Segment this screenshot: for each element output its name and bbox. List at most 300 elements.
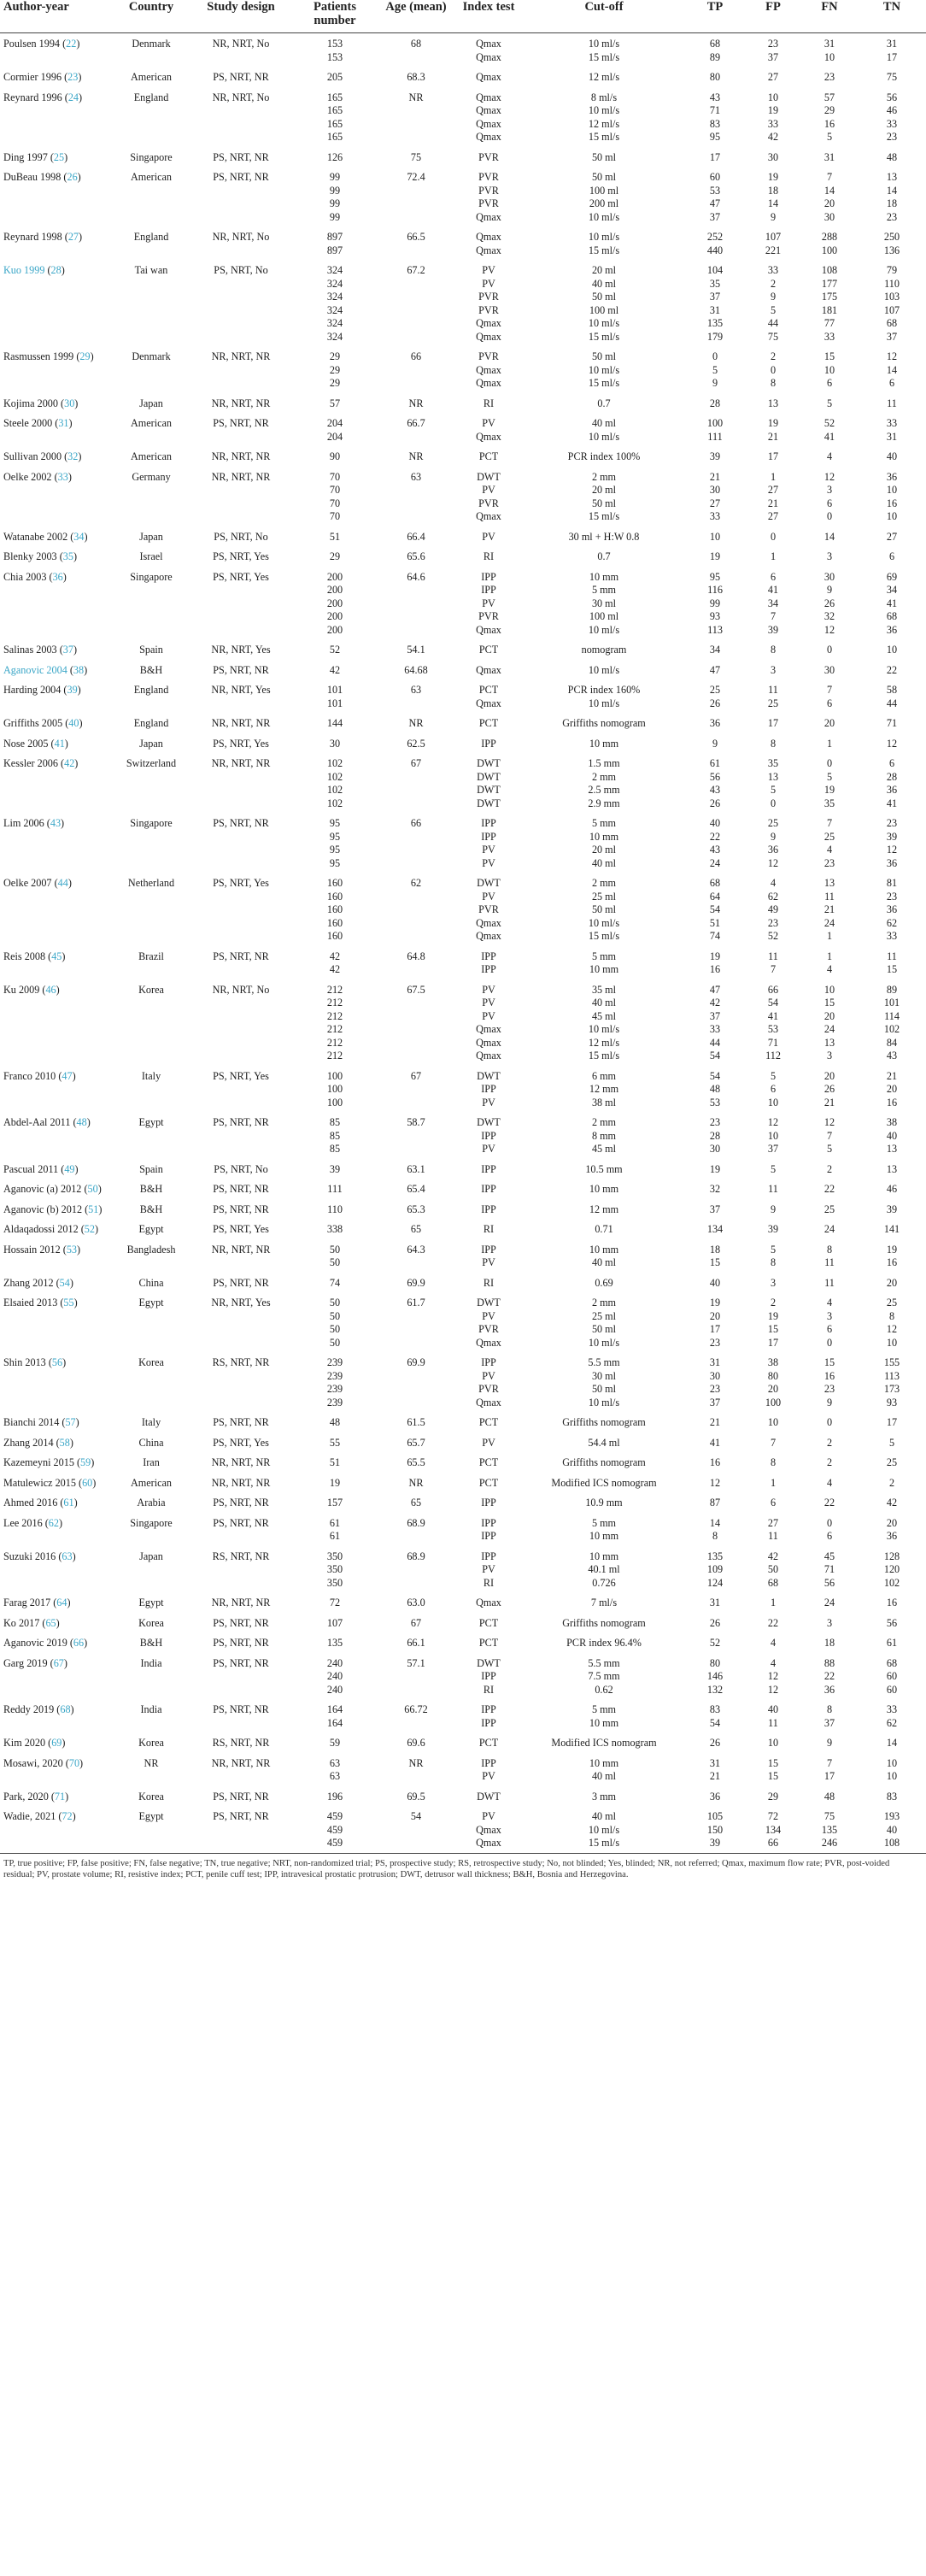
cut-off-value: 50 ml bbox=[591, 1383, 617, 1395]
index-test-cell bbox=[454, 1066, 523, 1113]
index-test-cell bbox=[454, 733, 523, 754]
cut-off-value: Griffiths nomogram bbox=[562, 1416, 646, 1428]
author-year: Harding 2004 bbox=[3, 684, 62, 696]
tn-cell bbox=[858, 1806, 926, 1853]
fn-value: 10 bbox=[823, 983, 835, 996]
patients-number-value: 240 bbox=[326, 1683, 343, 1696]
tn-cell bbox=[858, 167, 926, 226]
author-year-cell: Blenky 2003 (35) bbox=[3, 550, 77, 562]
cut-off-value: 45 ml bbox=[591, 1009, 617, 1022]
table-row bbox=[0, 346, 926, 393]
fp-value: 1 bbox=[770, 1597, 777, 1609]
tp-cell bbox=[685, 1732, 745, 1753]
reference-link[interactable]: 59 bbox=[80, 1456, 91, 1468]
author-year: Aganovic (a) 2012 bbox=[3, 1183, 82, 1195]
reference-link[interactable]: 66 bbox=[73, 1637, 85, 1649]
reference-link[interactable]: 68 bbox=[60, 1703, 71, 1715]
index-test-value: Qmax bbox=[476, 1837, 501, 1849]
tn-value: 18 bbox=[886, 197, 898, 209]
study-design-cell: PS, NRT, NR bbox=[213, 150, 269, 163]
reference-link[interactable]: 26 bbox=[67, 171, 78, 183]
author-year: Aldaqadossi 2012 bbox=[3, 1223, 79, 1235]
tp-value: 43 bbox=[709, 91, 721, 103]
column-header: Age (mean) bbox=[385, 0, 447, 14]
reference-link[interactable]: 23 bbox=[67, 71, 79, 83]
fp-value: 15 bbox=[767, 1756, 779, 1769]
index-test-value: DWT bbox=[477, 1297, 501, 1309]
reference-link[interactable]: 54 bbox=[59, 1276, 70, 1289]
reference-link[interactable]: 44 bbox=[57, 877, 68, 889]
reference-link[interactable]: 60 bbox=[82, 1476, 93, 1489]
reference-link[interactable]: 24 bbox=[67, 91, 79, 103]
fn-value: 11 bbox=[824, 1256, 835, 1268]
author-year: Reynard 1996 bbox=[3, 91, 62, 103]
table-row bbox=[0, 733, 926, 754]
table-row bbox=[0, 1806, 926, 1853]
age-mean-cell: 68.3 bbox=[407, 71, 425, 83]
reference-link[interactable]: 29 bbox=[79, 350, 91, 362]
tp-value: 54 bbox=[709, 1716, 721, 1729]
author-year[interactable]: Aganovic 2004 bbox=[3, 663, 67, 676]
patients-number-cell bbox=[292, 1786, 378, 1807]
author-year: Reis 2008 bbox=[3, 950, 46, 962]
tp-value: 30 bbox=[709, 484, 721, 496]
tn-cell bbox=[858, 813, 926, 873]
patients-number-value: 324 bbox=[326, 291, 343, 303]
study-design-cell: NR, NRT, No bbox=[212, 983, 270, 996]
patients-number-value: 102 bbox=[326, 770, 343, 783]
reference-link[interactable]: 52 bbox=[84, 1223, 95, 1235]
tp-value: 27 bbox=[709, 497, 721, 509]
fp-value: 10 bbox=[767, 1129, 779, 1142]
index-test-value: Qmax bbox=[476, 50, 501, 63]
fp-cell bbox=[745, 873, 801, 946]
fn-value: 7 bbox=[826, 684, 833, 696]
index-test-value: IPP bbox=[481, 950, 496, 962]
tn-value: 6 bbox=[888, 377, 895, 389]
patients-number-value: 39 bbox=[329, 1162, 341, 1175]
study-design-cell: NR, NRT, No bbox=[212, 91, 270, 103]
cut-off-value: 15 ml/s bbox=[588, 930, 620, 942]
study-design-cell: NR, NRT, NR bbox=[211, 717, 271, 729]
tp-cell bbox=[685, 813, 745, 873]
fn-value: 3 bbox=[826, 484, 833, 496]
reference-link[interactable]: 34 bbox=[73, 530, 85, 543]
author-year: Elsaied 2013 bbox=[3, 1297, 58, 1309]
fn-value: 135 bbox=[821, 1823, 838, 1836]
patients-number-value: 200 bbox=[326, 570, 343, 583]
patients-number-value: 350 bbox=[326, 1576, 343, 1589]
cut-off-value: 15 ml/s bbox=[588, 131, 620, 143]
age-mean-cell: 67 bbox=[410, 1069, 422, 1082]
tn-cell bbox=[858, 1159, 926, 1179]
index-test-value: PV bbox=[482, 856, 495, 869]
study-design-cell: PS, NRT, NR bbox=[213, 1416, 269, 1428]
reference-link[interactable]: 57 bbox=[65, 1416, 76, 1428]
reference-link[interactable]: 61 bbox=[63, 1497, 74, 1509]
fp-value: 35 bbox=[767, 757, 779, 769]
age-mean-cell: 69.9 bbox=[407, 1276, 425, 1289]
table-row bbox=[0, 979, 926, 1066]
tp-value: 18 bbox=[709, 1243, 721, 1256]
reference-link[interactable]: 28 bbox=[50, 264, 62, 276]
reference-link[interactable]: 31 bbox=[58, 417, 69, 429]
fp-value: 11 bbox=[768, 1716, 778, 1729]
cut-off-value: 10 mm bbox=[589, 737, 619, 750]
reference-link[interactable]: 47 bbox=[62, 1069, 73, 1082]
fp-value: 54 bbox=[767, 997, 779, 1009]
fp-cell bbox=[745, 87, 801, 147]
cut-off-value: 40 ml bbox=[591, 1256, 617, 1268]
tn-value: 60 bbox=[886, 1683, 898, 1696]
author-year-cell: Bianchi 2014 (57) bbox=[3, 1416, 79, 1428]
age-mean-cell: NR bbox=[408, 1756, 424, 1769]
author-year: Lim 2006 bbox=[3, 817, 44, 829]
cut-off-cell bbox=[523, 813, 685, 873]
fp-value: 23 bbox=[767, 916, 779, 929]
reference-link[interactable]: 38 bbox=[73, 663, 85, 676]
reference-link[interactable]: 55 bbox=[63, 1297, 74, 1309]
tn-value: 5 bbox=[888, 1436, 895, 1449]
author-year-cell: Garg 2019 (67) bbox=[3, 1656, 67, 1669]
fn-value: 3 bbox=[826, 1050, 833, 1062]
tn-value: 173 bbox=[883, 1383, 900, 1395]
tn-cell bbox=[858, 393, 926, 414]
patients-number-cell bbox=[292, 733, 378, 754]
patients-number-value: 57 bbox=[329, 397, 341, 409]
fn-cell bbox=[801, 1292, 858, 1352]
tn-cell bbox=[858, 1473, 926, 1493]
table-row bbox=[0, 639, 926, 660]
reference-link[interactable]: 25 bbox=[53, 150, 65, 163]
author-year[interactable]: Kuo 1999 bbox=[3, 264, 45, 276]
cut-off-cell bbox=[523, 67, 685, 87]
fp-value: 10 bbox=[767, 1416, 779, 1428]
country-cell: Iran bbox=[143, 1456, 160, 1468]
patients-number-cell bbox=[292, 1513, 378, 1546]
fp-value: 8 bbox=[770, 377, 777, 389]
author-year-cell: Cormier 1996 (23) bbox=[3, 71, 82, 83]
tp-value: 83 bbox=[709, 1703, 721, 1715]
patients-number-value: 153 bbox=[326, 50, 343, 63]
patients-number-cell bbox=[292, 1546, 378, 1593]
patients-number-value: 212 bbox=[326, 1023, 343, 1035]
index-test-value: PCT bbox=[478, 1476, 499, 1489]
cut-off-cell bbox=[523, 1412, 685, 1432]
tp-cell bbox=[685, 1412, 745, 1432]
cut-off-cell bbox=[523, 1613, 685, 1633]
tp-cell bbox=[685, 1753, 745, 1786]
fn-value: 181 bbox=[821, 303, 838, 316]
table-row bbox=[0, 526, 926, 547]
tp-value: 14 bbox=[709, 1516, 721, 1529]
patients-number-value: 29 bbox=[329, 350, 341, 362]
patients-number-value: 90 bbox=[329, 450, 341, 462]
index-test-value: RI bbox=[483, 1683, 495, 1696]
index-test-value: Qmax bbox=[476, 91, 501, 103]
cut-off-cell bbox=[523, 1592, 685, 1613]
author-year: Hossain 2012 bbox=[3, 1243, 61, 1256]
patients-number-value: 160 bbox=[326, 877, 343, 889]
study-design-cell: NR, NRT, NR bbox=[211, 1756, 271, 1769]
index-test-value: Qmax bbox=[476, 71, 501, 83]
study-design-cell: RS, NRT, NR bbox=[212, 1356, 270, 1368]
reference-link[interactable]: 65 bbox=[45, 1616, 56, 1629]
fn-value: 33 bbox=[823, 330, 835, 343]
fp-value: 5 bbox=[770, 1243, 777, 1256]
reference-link[interactable]: 45 bbox=[51, 950, 62, 962]
tp-cell bbox=[685, 1066, 745, 1113]
cut-off-cell bbox=[523, 1199, 685, 1220]
fn-cell bbox=[801, 393, 858, 414]
tp-cell bbox=[685, 260, 745, 346]
fn-value: 23 bbox=[823, 71, 835, 83]
cut-off-cell bbox=[523, 467, 685, 526]
reference-link[interactable]: 43 bbox=[50, 817, 62, 829]
reference-link[interactable]: 70 bbox=[68, 1756, 80, 1769]
tn-value: 113 bbox=[884, 1369, 900, 1382]
reference-link[interactable]: 40 bbox=[68, 717, 79, 729]
index-test-cell bbox=[454, 753, 523, 813]
tp-value: 95 bbox=[709, 131, 721, 143]
index-test-cell bbox=[454, 1219, 523, 1239]
cut-off-value: 100 ml bbox=[589, 184, 619, 197]
tp-cell bbox=[685, 526, 745, 547]
fp-value: 13 bbox=[767, 397, 779, 409]
patients-number-value: 240 bbox=[326, 1656, 343, 1669]
reference-link[interactable]: 71 bbox=[54, 1790, 66, 1803]
reference-link[interactable]: 30 bbox=[64, 397, 75, 409]
author-year-cell: Zhang 2014 (58) bbox=[3, 1436, 73, 1449]
author-year-cell: Griffiths 2005 (40) bbox=[3, 717, 83, 729]
cut-off-value: 10 ml/s bbox=[588, 363, 620, 376]
reference-link[interactable]: 51 bbox=[88, 1203, 99, 1215]
table-row bbox=[0, 1513, 926, 1546]
cut-off-value: 5 mm bbox=[591, 950, 617, 962]
cut-off-value: 50 ml bbox=[591, 903, 617, 915]
fn-value: 52 bbox=[823, 417, 835, 429]
tn-value: 16 bbox=[886, 497, 898, 509]
index-test-value: DWT bbox=[477, 1656, 501, 1669]
study-design-cell: NR, NRT, NR bbox=[211, 757, 271, 769]
reference-link[interactable]: 69 bbox=[51, 1737, 62, 1749]
tn-value: 20 bbox=[886, 1516, 898, 1529]
fn-cell bbox=[801, 1473, 858, 1493]
reference-link[interactable]: 41 bbox=[54, 737, 65, 750]
tp-value: 68 bbox=[709, 877, 721, 889]
fn-value: 12 bbox=[823, 623, 835, 636]
cut-off-value: 10 ml/s bbox=[588, 663, 620, 676]
cut-off-value: 10 ml/s bbox=[588, 1023, 620, 1035]
tp-value: 26 bbox=[709, 797, 721, 809]
patients-number-value: 70 bbox=[329, 497, 341, 509]
age-mean-cell: 68.9 bbox=[407, 1516, 425, 1529]
fn-value: 9 bbox=[826, 1737, 833, 1749]
reference-link[interactable]: 42 bbox=[64, 757, 75, 769]
age-mean-cell: 66.72 bbox=[404, 1703, 428, 1715]
reference-link[interactable]: 56 bbox=[51, 1356, 63, 1368]
patients-number-value: 95 bbox=[329, 817, 341, 829]
reference-link[interactable]: 49 bbox=[64, 1162, 75, 1175]
tp-value: 9 bbox=[712, 737, 718, 750]
index-test-value: Qmax bbox=[476, 697, 501, 709]
study-design-cell: PS, NRT, NR bbox=[213, 171, 269, 183]
fp-cell bbox=[745, 979, 801, 1066]
fp-value: 107 bbox=[765, 231, 782, 243]
cut-off-cell bbox=[523, 1239, 685, 1273]
fp-value: 2 bbox=[770, 277, 777, 290]
tn-value: 107 bbox=[883, 303, 900, 316]
cut-off-value: 15 ml/s bbox=[588, 50, 620, 63]
reference-link[interactable]: 50 bbox=[87, 1183, 98, 1195]
fp-cell bbox=[745, 946, 801, 979]
country-cell: Korea bbox=[138, 1737, 164, 1749]
country-cell: Japan bbox=[139, 530, 163, 543]
reference-link[interactable]: 37 bbox=[62, 644, 73, 656]
cut-off-value: 12 ml/s bbox=[588, 1036, 620, 1049]
column-header: Cut-off bbox=[584, 0, 624, 14]
reference-link[interactable]: 35 bbox=[62, 550, 73, 562]
table-row bbox=[0, 1613, 926, 1633]
study-design-cell: PS, NRT, NR bbox=[213, 1183, 269, 1195]
reference-link[interactable]: 62 bbox=[48, 1516, 59, 1529]
index-test-value: PVR bbox=[478, 350, 499, 362]
index-test-value: PVR bbox=[478, 903, 499, 915]
cut-off-value: 35 ml bbox=[591, 983, 617, 996]
fp-value: 0 bbox=[770, 797, 777, 809]
author-year-cell: Reynard 1998 (27) bbox=[3, 231, 83, 243]
fp-value: 11 bbox=[768, 1530, 778, 1542]
cut-off-value: 40.1 ml bbox=[588, 1563, 620, 1575]
cut-off-cell bbox=[523, 567, 685, 640]
fn-value: 10 bbox=[823, 50, 835, 63]
index-test-cell bbox=[454, 67, 523, 87]
patients-number-value: 200 bbox=[326, 597, 343, 609]
study-design-cell: PS, NRT, Yes bbox=[213, 877, 269, 889]
fp-cell bbox=[745, 147, 801, 168]
table-row bbox=[0, 1179, 926, 1199]
tn-cell bbox=[858, 467, 926, 526]
patients-number-value: 240 bbox=[326, 1670, 343, 1682]
table-row bbox=[0, 1412, 926, 1432]
tp-cell bbox=[685, 1513, 745, 1546]
fn-value: 108 bbox=[821, 264, 838, 276]
tp-cell bbox=[685, 1699, 745, 1732]
tn-value: 12 bbox=[886, 737, 898, 750]
fp-cell bbox=[745, 813, 801, 873]
fp-value: 5 bbox=[770, 1162, 777, 1175]
reference-link[interactable]: 39 bbox=[67, 684, 78, 696]
patients-number-cell bbox=[292, 1492, 378, 1513]
study-design-cell: NR, NRT, Yes bbox=[211, 1297, 271, 1309]
tp-value: 52 bbox=[709, 1637, 721, 1649]
reference-link[interactable]: 58 bbox=[59, 1436, 70, 1449]
tn-value: 20 bbox=[886, 1276, 898, 1289]
table-row bbox=[0, 413, 926, 446]
reference-link[interactable]: 63 bbox=[62, 1550, 73, 1562]
author-year: Pascual 2011 bbox=[3, 1162, 59, 1175]
fn-cell bbox=[801, 567, 858, 640]
reference-link[interactable]: 33 bbox=[57, 470, 68, 483]
patients-number-value: 324 bbox=[326, 317, 343, 329]
fp-value: 21 bbox=[767, 430, 779, 443]
tn-value: 89 bbox=[886, 983, 898, 996]
patients-number-value: 29 bbox=[329, 550, 341, 562]
author-year-cell: Lim 2006 (43) bbox=[3, 817, 65, 829]
age-mean-cell: 65.3 bbox=[407, 1203, 425, 1215]
author-year: Cormier 1996 bbox=[3, 71, 62, 83]
author-year-cell: Harding 2004 (39) bbox=[3, 684, 81, 696]
author-year-cell: Reddy 2019 (68) bbox=[3, 1703, 74, 1715]
patients-number-value: 42 bbox=[329, 663, 341, 676]
tp-value: 33 bbox=[709, 1023, 721, 1035]
age-mean-cell: 61.5 bbox=[407, 1416, 425, 1428]
cut-off-value: 5 mm bbox=[591, 584, 617, 596]
cut-off-value: 0.62 bbox=[595, 1683, 613, 1696]
tp-cell bbox=[685, 1452, 745, 1473]
reference-link[interactable]: 53 bbox=[66, 1243, 77, 1256]
index-test-cell bbox=[454, 546, 523, 567]
patients-number-value: 459 bbox=[326, 1837, 343, 1849]
column-header: TP bbox=[706, 0, 724, 14]
tn-value: 58 bbox=[886, 684, 898, 696]
patients-number-value: 70 bbox=[329, 484, 341, 496]
country-cell: Denmark bbox=[132, 350, 171, 362]
tp-value: 74 bbox=[709, 930, 721, 942]
tp-value: 146 bbox=[706, 1670, 724, 1682]
fp-value: 10 bbox=[767, 1096, 779, 1109]
cut-off-cell bbox=[523, 260, 685, 346]
patients-number-value: 212 bbox=[326, 997, 343, 1009]
tp-value: 26 bbox=[709, 1737, 721, 1749]
reference-link[interactable]: 27 bbox=[67, 231, 79, 243]
patients-number-value: 165 bbox=[326, 91, 343, 103]
tn-cell bbox=[858, 1546, 926, 1593]
reference-link[interactable]: 46 bbox=[45, 983, 56, 996]
cut-off-value: 0.726 bbox=[592, 1576, 616, 1589]
index-test-value: PCT bbox=[478, 644, 499, 656]
tn-cell bbox=[858, 1239, 926, 1273]
tp-value: 25 bbox=[709, 684, 721, 696]
reference-link[interactable]: 22 bbox=[66, 38, 77, 50]
tn-cell bbox=[858, 1412, 926, 1432]
tn-value: 10 bbox=[886, 644, 898, 656]
author-year: Kojima 2000 bbox=[3, 397, 58, 409]
reference-link[interactable]: 48 bbox=[76, 1116, 87, 1128]
fp-cell bbox=[745, 1412, 801, 1432]
tp-value: 21 bbox=[709, 470, 721, 483]
author-year-cell: Sullivan 2000 (32) bbox=[3, 450, 82, 462]
fp-value: 11 bbox=[768, 684, 778, 696]
author-year-cell: Park, 2020 (71) bbox=[3, 1790, 69, 1803]
reference-link[interactable]: 72 bbox=[62, 1810, 73, 1822]
fp-value: 27 bbox=[767, 71, 779, 83]
table-row bbox=[0, 1112, 926, 1159]
fp-value: 27 bbox=[767, 510, 779, 522]
tp-value: 37 bbox=[709, 1203, 721, 1215]
tn-value: 8 bbox=[888, 1309, 895, 1322]
fn-value: 15 bbox=[823, 1356, 835, 1368]
reference-link[interactable]: 64 bbox=[56, 1597, 67, 1609]
reference-link[interactable]: 67 bbox=[53, 1656, 64, 1669]
cut-off-value: 40 ml bbox=[591, 277, 617, 290]
reference-link[interactable]: 36 bbox=[52, 570, 63, 583]
table-row bbox=[0, 1239, 926, 1273]
index-test-value: PVR bbox=[478, 171, 499, 183]
tn-value: 15 bbox=[886, 963, 898, 975]
reference-link[interactable]: 32 bbox=[67, 450, 79, 462]
fn-cell bbox=[801, 679, 858, 713]
